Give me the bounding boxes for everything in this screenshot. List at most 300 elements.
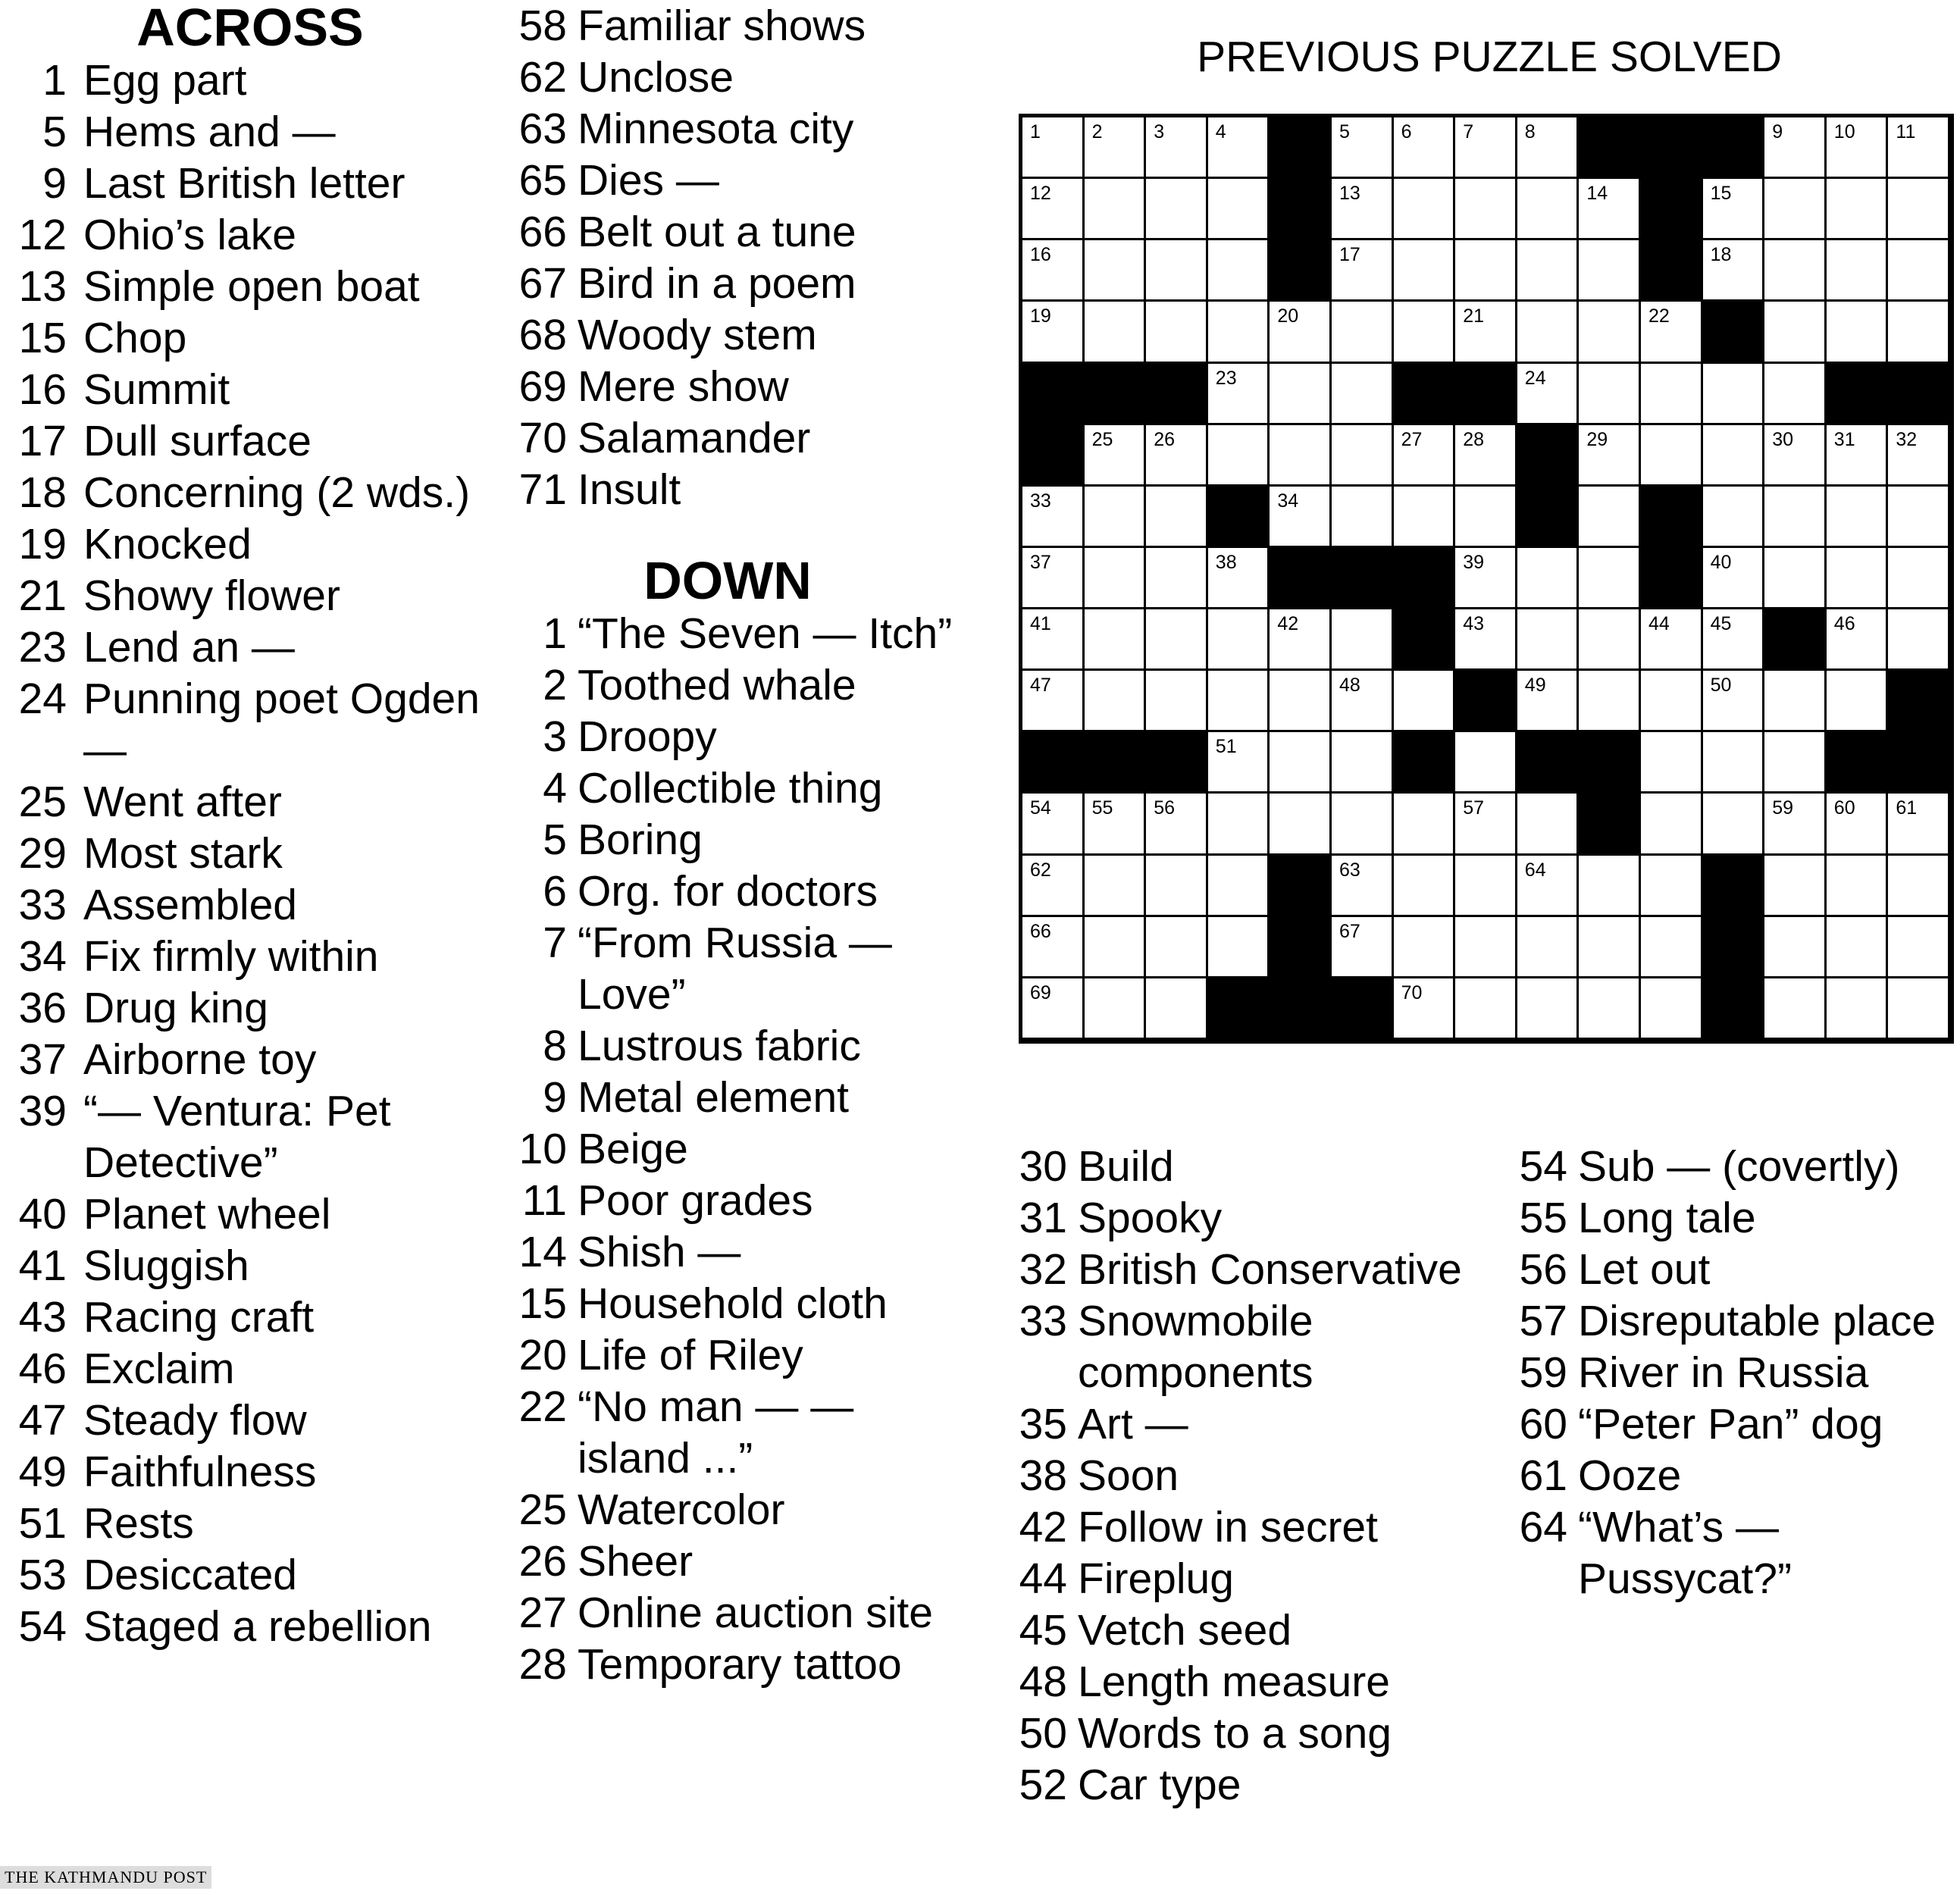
grid-cell [1641,794,1703,855]
clue-text: Dull surface [83,417,312,465]
cell-number: 16 [1030,244,1051,266]
clue-number: 69 [518,362,567,411]
grid-cell [1703,364,1765,425]
grid-cell [1827,548,1889,609]
cell-number: 51 [1215,736,1237,758]
grid-cell [1455,917,1517,978]
clue-text: Airborne toy [83,1035,317,1084]
down-clue-44 [1000,1553,1486,1605]
down-clue-5 [500,814,955,866]
black-square [1641,179,1703,240]
grid-cell [1888,240,1950,302]
black-square [1270,917,1332,978]
clue-text: Household cloth [578,1279,888,1328]
black-square [1703,856,1765,917]
grid-cell [1394,978,1456,1040]
grid-cell [1764,240,1827,302]
cell-number: 34 [1277,490,1299,512]
grid-cell [1146,487,1208,548]
down-clue-50 [1000,1708,1486,1759]
clue-number: 16 [18,365,67,414]
cell-number: 58 [1586,797,1608,819]
cell-number: 31 [1833,428,1855,450]
down-clue-6 [500,866,955,917]
clue-number: 6 [543,867,567,916]
grid-cell [1332,240,1394,302]
black-square [1208,978,1270,1040]
grid-cell [1394,302,1456,363]
clue-number: 5 [543,816,567,864]
black-square [1146,732,1208,794]
grid-cell [1208,609,1270,671]
down-clue-31 [1000,1192,1486,1244]
clue-number: 62 [518,53,567,102]
clue-text: Rests [83,1499,194,1548]
clue-number: 44 [1019,1554,1067,1603]
clue-number: 14 [518,1228,567,1276]
black-square [1332,548,1394,609]
down-clue-8 [500,1020,955,1072]
cell-number: 10 [1833,121,1855,142]
clue-text: Ooze [1578,1451,1682,1500]
clue-number: 40 [18,1190,67,1238]
grid-cell [1517,856,1580,917]
clue-number: 23 [18,623,67,672]
grid-cell [1827,179,1889,240]
clue-text: Hems and — [83,108,336,156]
across-clue-43 [8,1291,493,1343]
across-clue-69 [500,361,955,412]
grid-cell [1394,179,1456,240]
clue-number: 3 [543,712,567,761]
grid-cell [1641,671,1703,732]
cell-number: 5 [1338,121,1350,142]
cell-number: 42 [1277,613,1299,635]
across-clue-5 [8,106,493,158]
clue-text: Vetch seed [1078,1606,1292,1655]
grid-cell [1764,117,1827,179]
grid-cell [1703,671,1765,732]
grid-cell [1085,609,1147,671]
clue-text: Racing craft [83,1293,315,1342]
clue-number: 1 [543,609,567,658]
across-clue-34 [8,931,493,982]
clue-number: 28 [518,1640,567,1689]
clue-text: Punning poet Ogden — [83,675,480,775]
clue-text: Sub — (covertly) [1578,1142,1900,1191]
grid-cell [1022,609,1085,671]
grid-cell [1579,179,1641,240]
grid-cell [1764,794,1827,855]
cell-number: 41 [1030,613,1051,635]
grid-cell [1455,117,1517,179]
grid-cell [1764,425,1827,487]
cell-number: 37 [1030,551,1051,573]
down-clue-42 [1000,1501,1486,1553]
grid-cell [1208,425,1270,487]
cell-number: 15 [1710,183,1732,205]
black-square [1270,978,1332,1040]
grid-cell [1146,548,1208,609]
clue-number: 13 [18,262,67,311]
grid-cell [1827,671,1889,732]
cell-number: 61 [1896,797,1918,819]
cell-number: 49 [1524,675,1546,697]
across-clue-21 [8,570,493,621]
black-square [1517,732,1580,794]
across-clue-66 [500,206,955,258]
grid-cell [1022,794,1085,855]
black-square [1827,732,1889,794]
clue-text: “What’s — Pussycat?” [1578,1503,1792,1603]
clue-text: Car type [1078,1761,1241,1809]
clue-text: Belt out a tune [578,208,856,256]
grid-cell [1888,117,1950,179]
clue-number: 5 [42,108,67,156]
clue-number: 64 [1519,1503,1567,1551]
grid-cell [1888,978,1950,1040]
black-square [1764,609,1827,671]
clue-number: 15 [18,314,67,362]
grid-cell [1517,364,1580,425]
grid-cell [1022,179,1085,240]
grid-cell [1085,917,1147,978]
grid-cell [1703,240,1765,302]
cell-number: 14 [1586,183,1608,205]
grid-cell [1394,240,1456,302]
cell-number: 18 [1710,244,1732,266]
down-clue-11 [500,1175,955,1226]
grid-cell [1146,794,1208,855]
cell-number: 19 [1030,305,1051,327]
clue-text: Knocked [83,520,252,568]
grid-cell [1208,732,1270,794]
clue-text: Drug king [83,984,268,1032]
down-clue-59 [1501,1347,1955,1398]
grid-cell [1332,609,1394,671]
clue-text: Long tale [1578,1194,1756,1242]
down-column-3 [1501,1141,1955,1605]
down-clue-33 [1000,1295,1486,1398]
cell-number: 27 [1401,428,1423,450]
grid-cell [1455,240,1517,302]
clue-text: Shish — [578,1228,741,1276]
black-square [1270,548,1332,609]
cell-number: 44 [1648,613,1670,635]
black-square [1579,794,1641,855]
grid-cell [1888,425,1950,487]
clue-text: Summit [83,365,230,414]
across-clue-17 [8,415,493,467]
across-clue-62 [500,52,955,103]
clue-number: 33 [18,881,67,929]
clue-number: 59 [1519,1348,1567,1397]
grid-cell [1764,302,1827,363]
clue-text: Simple open boat [83,262,420,311]
black-square [1085,364,1147,425]
grid-cell [1517,794,1580,855]
down-clue-56 [1501,1244,1955,1295]
clue-number: 71 [518,465,567,514]
down-clue-32 [1000,1244,1486,1295]
grid-cell [1641,917,1703,978]
clue-text: Lustrous fabric [578,1022,861,1070]
black-square [1888,732,1950,794]
grid-cell [1888,302,1950,363]
cell-number: 57 [1463,797,1484,819]
grid-cell [1085,240,1147,302]
grid-cell [1579,425,1641,487]
across-clue-15 [8,312,493,364]
clue-text: Most stark [83,829,283,878]
grid-cell [1703,548,1765,609]
grid-cell [1455,302,1517,363]
grid-cell [1332,302,1394,363]
grid-cell [1641,425,1703,487]
grid-cell [1455,179,1517,240]
grid-cell [1270,425,1332,487]
clue-text: Sluggish [83,1241,249,1290]
clue-number: 15 [518,1279,567,1328]
grid-cell [1827,302,1889,363]
clue-text: Sheer [578,1537,694,1586]
cell-number: 8 [1524,121,1536,142]
grid-cell [1703,794,1765,855]
clue-text: Egg part [83,56,247,105]
clue-number: 22 [518,1382,567,1431]
cell-number: 66 [1030,920,1051,942]
clue-number: 49 [18,1448,67,1496]
clue-number: 7 [543,919,567,967]
clue-number: 67 [518,259,567,308]
down-heading: DOWN [643,551,812,610]
across-clue-68 [500,309,955,361]
clue-text: “Peter Pan” dog [1578,1400,1883,1448]
grid-cell [1270,794,1332,855]
across-clue-67 [500,258,955,309]
grid-cell [1703,425,1765,487]
across-clue-1 [8,55,493,106]
grid-cell [1208,794,1270,855]
across-clue-51 [8,1498,493,1549]
grid-cell [1888,856,1950,917]
clue-text: Ohio’s lake [83,211,296,259]
cell-number: 46 [1833,613,1855,635]
clue-number: 9 [543,1073,567,1122]
clue-text: Fix firmly within [83,932,379,981]
clue-text: Boring [578,816,703,864]
cell-number: 11 [1896,121,1916,142]
clue-text: Org. for doctors [578,867,878,916]
clue-text: Steady flow [83,1396,307,1445]
down-clue-27 [500,1587,955,1639]
grid-cell [1579,240,1641,302]
grid-cell [1146,609,1208,671]
cell-number: 24 [1524,367,1546,389]
grid-cell [1455,732,1517,794]
black-square [1394,364,1456,425]
grid-cell [1517,179,1580,240]
grid-cell [1517,609,1580,671]
black-square [1022,364,1085,425]
grid-cell [1888,548,1950,609]
grid-cell [1517,548,1580,609]
down-clue-54 [1501,1141,1955,1192]
clue-number: 60 [1519,1400,1567,1448]
grid-cell [1888,487,1950,548]
grid-cell [1085,794,1147,855]
grid-cell [1517,671,1580,732]
grid-cell [1703,609,1765,671]
grid-cell [1332,425,1394,487]
clue-number: 43 [18,1293,67,1342]
cell-number: 55 [1091,797,1113,819]
across-clue-49 [8,1446,493,1498]
cell-number: 68 [1710,920,1732,942]
grid-cell [1146,856,1208,917]
black-square [1022,425,1085,487]
grid-cell [1022,917,1085,978]
grid-cell [1517,240,1580,302]
cell-number: 56 [1154,797,1175,819]
grid-cell [1270,302,1332,363]
black-square [1641,548,1703,609]
clue-number: 45 [1019,1606,1067,1655]
grid-cell [1270,671,1332,732]
grid-cell [1455,487,1517,548]
clue-number: 26 [518,1537,567,1586]
clue-text: Spooky [1078,1194,1223,1242]
cell-number: 52 [1401,736,1423,758]
clue-number: 17 [18,417,67,465]
down-clue-15 [500,1278,955,1329]
cell-number: 63 [1338,859,1360,881]
grid-cell [1332,179,1394,240]
grid-cell [1455,856,1517,917]
clue-number: 32 [1019,1245,1067,1294]
grid-cell [1888,917,1950,978]
black-square [1455,364,1517,425]
cell-number: 50 [1710,675,1732,697]
down-clue-60 [1501,1398,1955,1450]
cell-number: 30 [1772,428,1793,450]
grid-cell [1764,179,1827,240]
black-square [1579,732,1641,794]
clue-number: 2 [543,661,567,709]
across-clue-65 [500,155,955,206]
across-clue-24 [8,673,493,776]
across-clue-39 [8,1085,493,1188]
clue-number: 54 [1519,1142,1567,1191]
cell-number: 26 [1154,428,1175,450]
grid-cell [1085,548,1147,609]
black-square [1517,425,1580,487]
cell-number: 28 [1463,428,1484,450]
clue-number: 1 [42,56,67,105]
black-square [1394,609,1456,671]
grid-cell [1579,978,1641,1040]
clue-text: Last British letter [83,159,405,208]
clue-number: 48 [1019,1658,1067,1706]
clue-text: Life of Riley [578,1331,803,1379]
grid-cell [1517,917,1580,978]
clue-text: “No man — — island ...” [578,1382,854,1482]
grid-cell [1208,240,1270,302]
clue-number: 35 [1019,1400,1067,1448]
clue-text: Salamander [578,414,811,462]
grid-cell [1085,856,1147,917]
clue-number: 63 [518,105,567,153]
down-clue-57 [1501,1295,1955,1347]
clue-number: 9 [42,159,67,208]
across-clue-19 [8,518,493,570]
grid-cell [1332,794,1394,855]
clue-number: 24 [18,675,67,723]
clue-number: 68 [518,311,567,359]
cell-number: 2 [1091,121,1103,142]
grid-cell [1332,917,1394,978]
across-clue-63 [500,103,955,155]
black-square [1146,364,1208,425]
grid-cell [1022,978,1085,1040]
grid-cell [1827,117,1889,179]
clue-text: Dies — [578,156,719,205]
clue-text: Woody stem [578,311,817,359]
clue-number: 57 [1519,1297,1567,1345]
clue-number: 70 [518,414,567,462]
clue-number: 18 [18,468,67,517]
grid-cell [1085,117,1147,179]
clue-text: Chop [83,314,187,362]
grid-cell [1208,917,1270,978]
clue-text: Went after [83,778,282,826]
grid-cell [1517,302,1580,363]
grid-cell [1085,302,1147,363]
grid-cell [1827,917,1889,978]
grid-cell [1641,302,1703,363]
clue-text: Words to a song [1078,1709,1392,1758]
grid-cell [1332,856,1394,917]
grid-cell [1579,917,1641,978]
grid-cell [1517,117,1580,179]
clue-text: Watercolor [578,1486,785,1534]
clue-number: 41 [18,1241,67,1290]
clue-number: 54 [18,1602,67,1651]
cell-number: 1 [1030,121,1041,142]
clue-number: 10 [518,1125,567,1173]
clue-text: Minnesota city [578,105,854,153]
clue-number: 66 [518,208,567,256]
clue-number: 56 [1519,1245,1567,1294]
black-square [1332,978,1394,1040]
grid-cell [1455,794,1517,855]
across-clue-25 [8,776,493,828]
clue-text: Snowmobile components [1078,1297,1313,1397]
grid-cell [1888,179,1950,240]
clue-number: 34 [18,932,67,981]
black-square [1517,487,1580,548]
black-square [1270,117,1332,179]
grid-cell [1764,978,1827,1040]
grid-cell [1146,671,1208,732]
grid-cell [1022,240,1085,302]
grid-cell [1332,732,1394,794]
grid-cell [1455,548,1517,609]
clue-text: Bird in a poem [578,259,856,308]
grid-cell [1394,671,1456,732]
cell-number: 32 [1896,428,1918,450]
grid-cell [1208,117,1270,179]
